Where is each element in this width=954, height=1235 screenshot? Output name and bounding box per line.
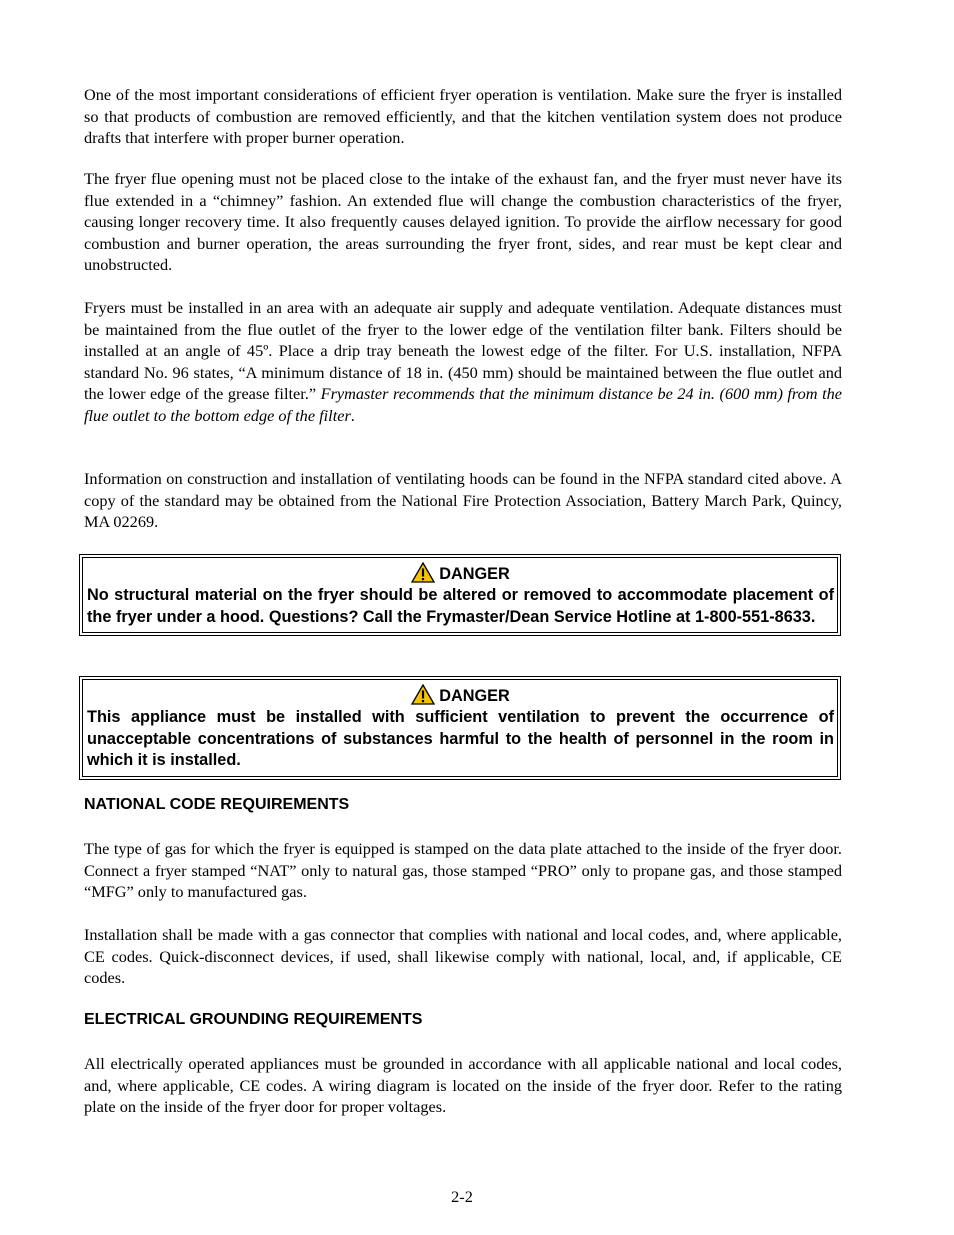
air-supply-end: . <box>350 405 355 425</box>
danger-message: No structural material on the fryer should be altered or removed to accommodate placement of the fryer under a hood. Questions? Call the Frymaster/Dean Service Hotline at 1-800-551-8633. <box>87 586 834 626</box>
warning-triangle-icon <box>411 562 435 583</box>
danger-message: This appliance must be installed with sufficient ventilation to prevent the occurrence of unacceptable concentrations of substances harmful to the health of personnel in the room in which it is installed. <box>87 708 834 769</box>
danger-header <box>87 684 834 707</box>
gas-connector-paragraph: Installation shall be made with a gas connector that complies with national and local codes, and, where applicable, CE codes. Quick-disconnect devices, if used, shall likewise comply with national, local, and, if applicable, CE codes. <box>84 925 842 988</box>
air-supply-paragraph <box>84 297 842 427</box>
warning-triangle-icon <box>411 684 435 705</box>
flue-paragraph: The fryer flue opening must not be placed close to the intake of the exhaust fan, and the fryer must never have its flue extended in a “chimney” fashion. An extended flue will change the combustion characteristics of the fryer, causing longer recovery time. It also frequently causes delayed ignition. To provide the airflow necessary for good combustion and burner operation, the areas surrounding the fryer front, sides, and rear must be kept clear and unobstructed. <box>84 169 842 275</box>
grounding-paragraph: All electrically operated appliances must be grounded in accordance with all applicable national and local codes, and, where applicable, CE codes. A wiring diagram is located on the inside of the fryer door. Refer to the rating plate on the inside of the fryer door for proper voltages. <box>84 1054 842 1117</box>
danger-box-ventilation <box>79 676 841 780</box>
danger-header <box>87 562 834 585</box>
hoods-info-paragraph: Information on construction and installation of ventilating hoods can be found in the NFPA standard cited above. A copy of the standard may be obtained from the National Fire Protection Association, Battery March Park, Quincy, MA 02269. <box>84 469 842 532</box>
frymaster-recommendation: Frymaster recommends that the minimum distance be 24 in. (600 mm) from the flue outlet to the bottom edge of the filter <box>84 384 842 425</box>
air-supply-text: Fryers must be installed in an area with an adequate air supply and adequate ventilation. Adequate distances must be maintained from the flue outlet of the fryer to the lower edge of the ventilation filter bank. Filters should be installed at an angle of 45º. Place a drip tray beneath the lowest edge of the filter. For U.S. installation, NFPA standard No. 96 states, “A minimum distance of 18 in. (450 mm) should be maintained between the flue outlet and the lower edge of the grease filter.” <box>84 298 842 404</box>
danger-title: DANGER <box>439 565 510 583</box>
ventilation-paragraph: One of the most important considerations of efficient fryer operation is ventilation. Make sure the fryer is installed so that products of combustion are removed efficiently, and that the kitchen ventilation system does not produce drafts that interfere with proper burner operation. <box>84 85 842 148</box>
danger-title: DANGER <box>439 687 510 705</box>
electrical-grounding-heading: ELECTRICAL GROUNDING REQUIREMENTS <box>84 1011 423 1028</box>
gas-type-paragraph: The type of gas for which the fryer is equipped is stamped on the data plate attached to the inside of the fryer door. Connect a fryer stamped “NAT” only to natural gas, those stamped “PRO” only to propane gas, and those stamped “MFG” only to manufactured gas. <box>84 839 842 902</box>
page-number: 2-2 <box>451 1187 473 1206</box>
national-code-heading: NATIONAL CODE REQUIREMENTS <box>84 796 350 813</box>
danger-box-structural <box>79 554 841 636</box>
